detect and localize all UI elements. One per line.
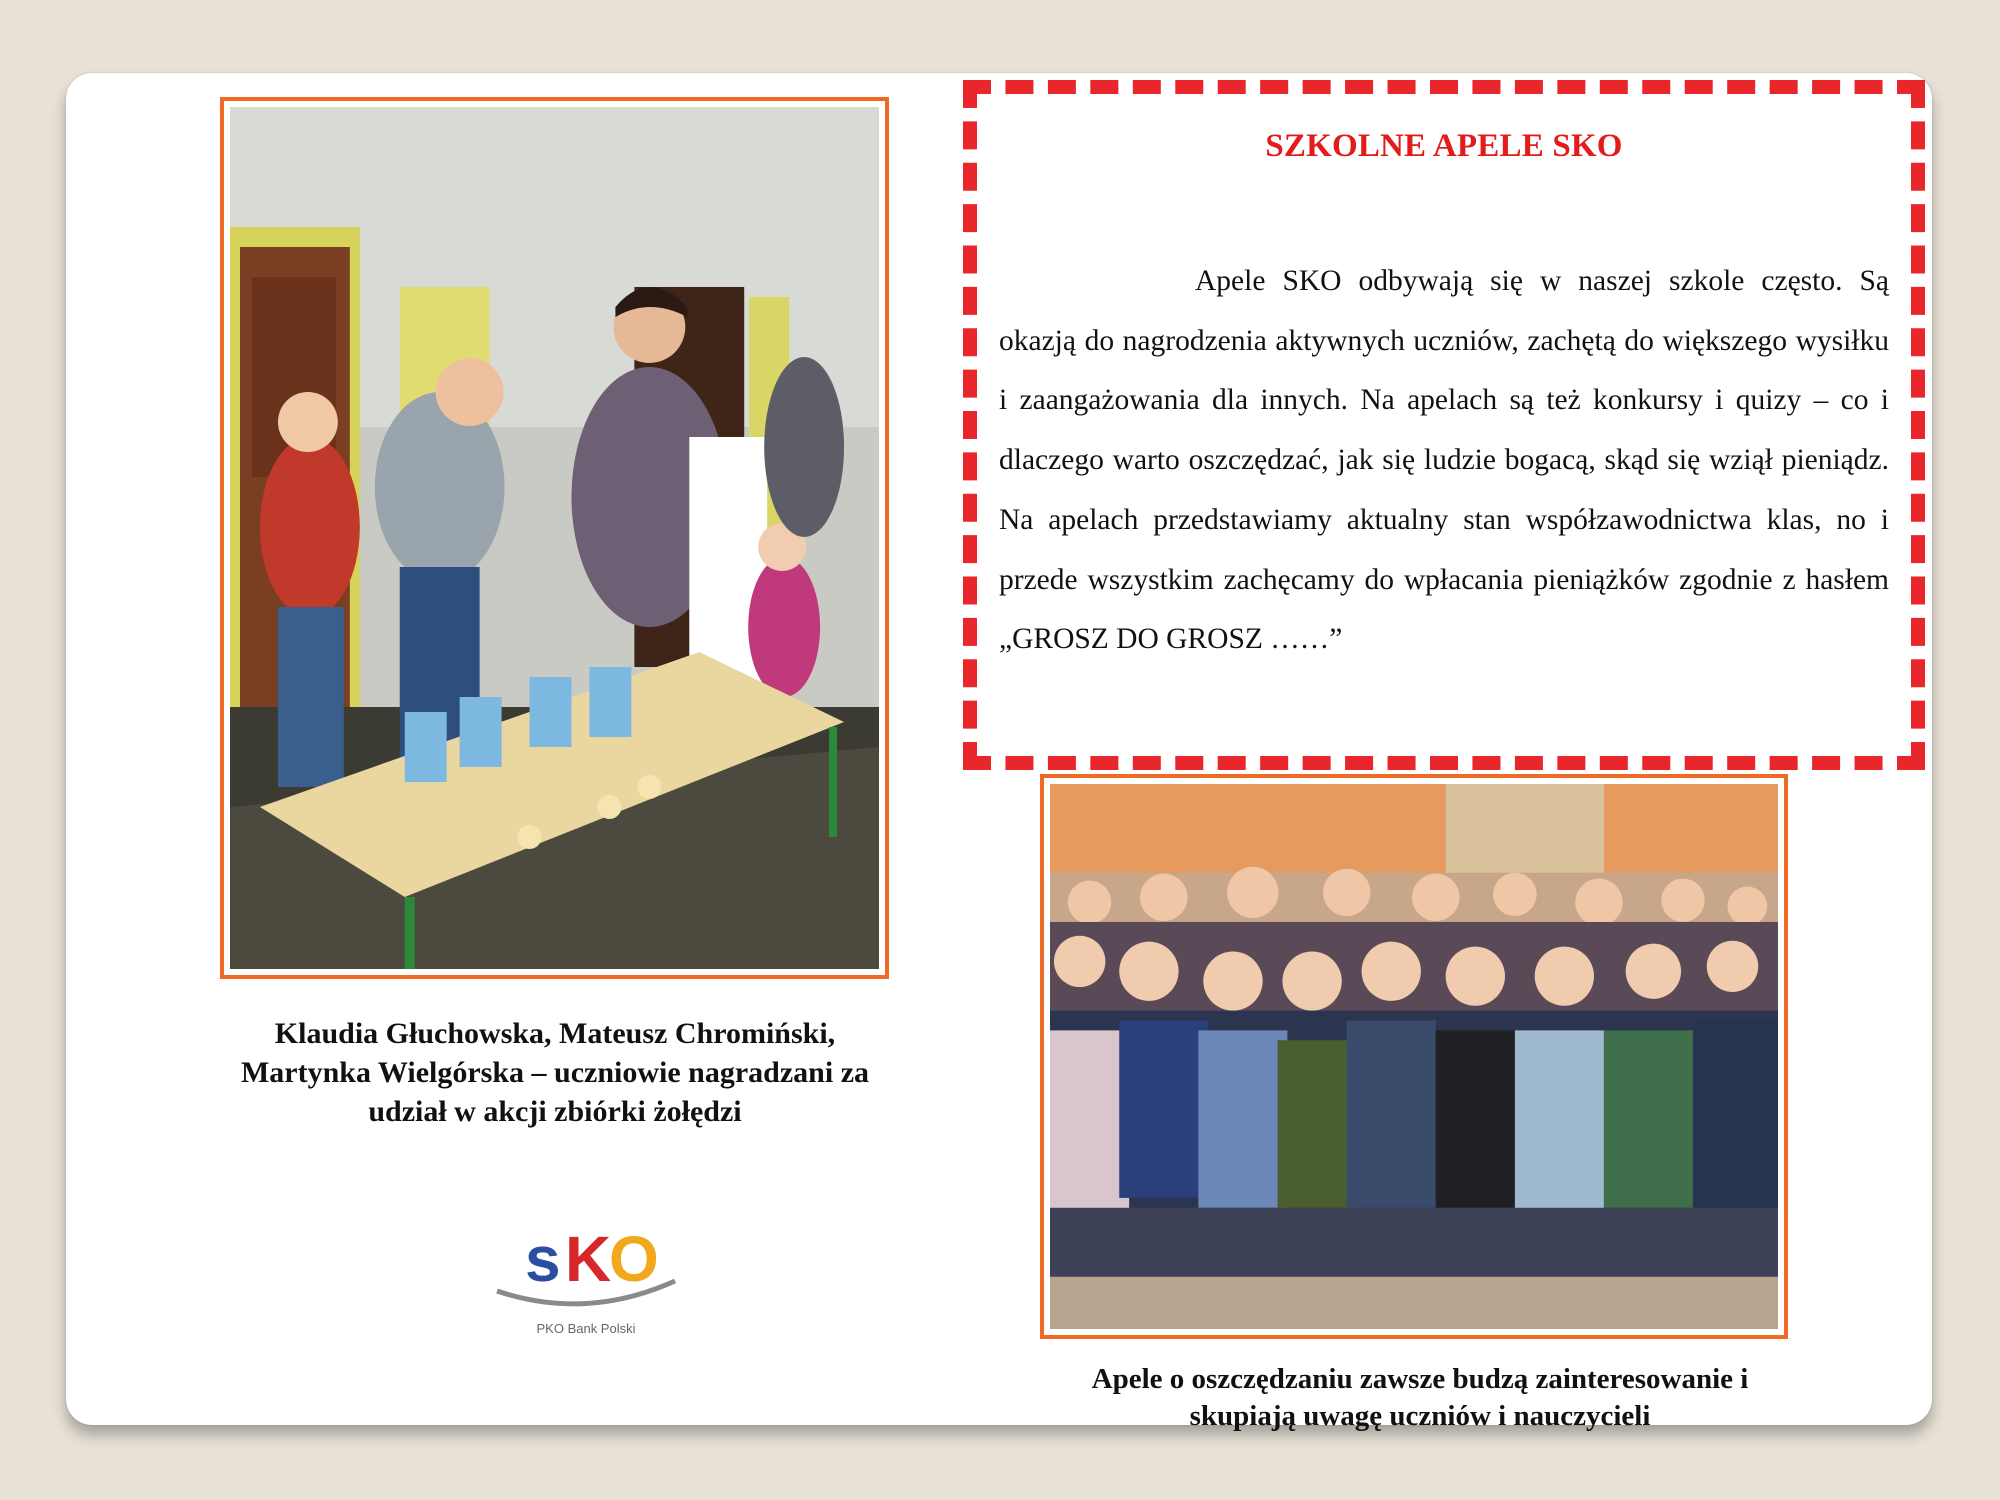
svg-text:s: s — [525, 1223, 561, 1295]
box-paragraph-text: Apele SKO odbywają się w naszej szkole często. Są okazją do nagrodzenia aktywnych uczniów, zachętą do większego wysiłku i zaangażowania dla innych. Na apelach są też konkursy i quizy – co i dlaczego warto oszczędzać, jak się ludzie bogacą, skąd się wziął pieniądz. Na apelach przedstawiamy aktualny stan współzawodnictwa klas, no i przede wszystkim zachęcamy do wpłacania pieniążków zgodnie z hasłem „GROSZ DO GROSZ ……” — [999, 265, 1889, 656]
box-title: SZKOLNE APELE SKO — [1265, 128, 1623, 164]
svg-text:PKO Bank Polski: PKO Bank Polski — [536, 1321, 636, 1336]
assembly-caption-line-1: Apele o oszczędzaniu zawsze budzą zainteresowanie i — [1091, 1363, 1749, 1395]
assembly-photo — [1040, 774, 1788, 1339]
svg-text:O: O — [609, 1223, 659, 1295]
svg-text:K: K — [565, 1223, 612, 1295]
assembly-photo-caption — [1000, 1361, 1840, 1435]
info-box — [963, 80, 1925, 770]
award-caption-line-1: Klaudia Głuchowska, Mateusz Chromiński, — [274, 1017, 836, 1050]
award-caption-line-3: udział w akcji zbiórki żołędzi — [368, 1095, 742, 1128]
award-photo — [220, 97, 889, 979]
award-caption-line-2: Martynka Wielgórska – uczniowie nagradzani za — [240, 1056, 870, 1089]
award-photo-image — [230, 107, 879, 969]
award-photo-caption — [160, 1014, 950, 1131]
box-paragraph — [999, 252, 1889, 670]
sko-logo-image — [491, 1209, 681, 1339]
assembly-caption-line-2: skupiają uwagę uczniów i nauczycieli — [1189, 1400, 1651, 1432]
assembly-photo-image — [1050, 784, 1778, 1329]
sko-logo — [491, 1209, 681, 1339]
